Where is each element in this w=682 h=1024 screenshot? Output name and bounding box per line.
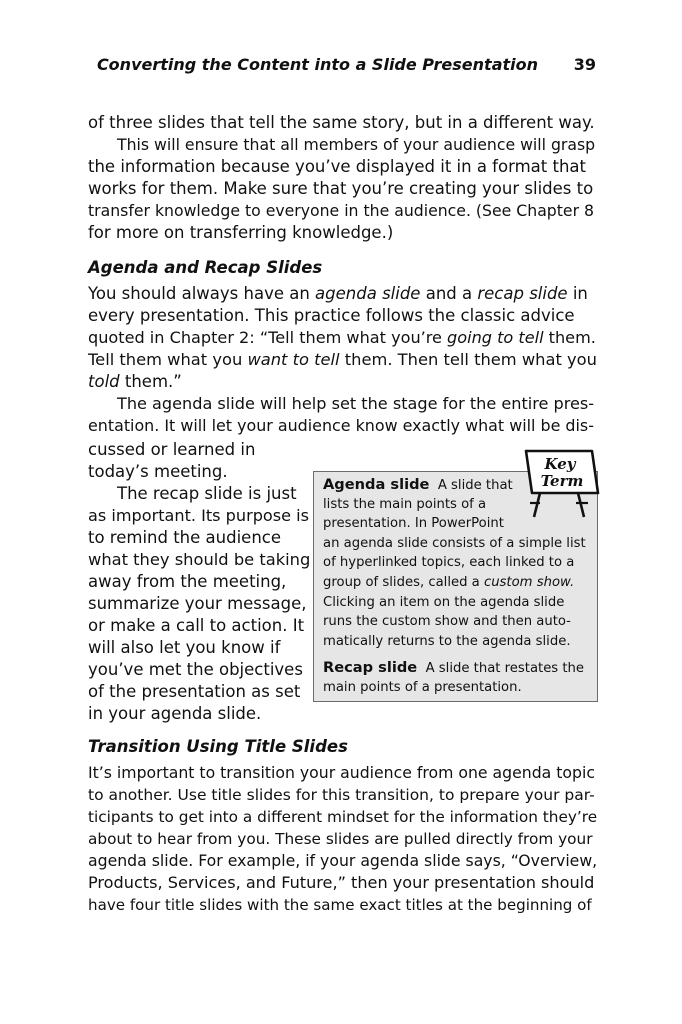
text-line: Products, Services, and Future,” then your presentation should [88, 873, 595, 892]
text-line: away from the meeting, [88, 572, 287, 591]
text-line: quoted in Chapter 2: “Tell them what you’re going to tell them. [88, 328, 596, 347]
text-line: agenda slide. For example, if your agenda slide says, “Overview, [88, 851, 598, 870]
svg-text:Term: Term [540, 472, 584, 490]
intro-paragraph [88, 112, 598, 244]
key-term-easel-icon [512, 447, 600, 525]
key-term-agenda-slide: Agenda slide A slide that lists the main points of a presentation. In PowerPoint an agenda slide consists of a simple list of hyperlinked topics, each linked to a group of slides, called a custom show. Clicking an item on the agenda slide runs the custom show and then auto- matically returns to the agenda slide. [323, 476, 586, 649]
text-line: transfer knowledge to everyone in the audience. (See Chapter 8 [88, 201, 594, 220]
wrapped-column-text [88, 439, 310, 725]
text-line: of three slides that tell the same story, but in a different way. [88, 113, 595, 132]
text-line: summarize your message, [88, 594, 307, 613]
text-line: entation. It will let your audience know exactly what will be dis- [88, 416, 594, 435]
text-line: It’s important to transition your audience from one agenda topic [88, 763, 595, 782]
svg-text:Key: Key [544, 455, 576, 473]
term-agenda-slide: agenda slide [315, 284, 421, 303]
text-line: every presentation. This practice follows the classic advice [88, 306, 575, 325]
section-heading-agenda-recap: Agenda and Recap Slides [88, 258, 323, 277]
section-heading-transition: Transition Using Title Slides [88, 737, 348, 756]
text-line: you’ve met the objectives [88, 660, 303, 679]
transition-paragraph [88, 762, 598, 916]
agenda-recap-paragraph [88, 283, 598, 437]
text-line: The recap slide is just [117, 484, 297, 503]
key-term-title: Recap slide [323, 659, 418, 676]
text-line: today’s meeting. [88, 462, 228, 481]
text-line: in your agenda slide. [88, 704, 262, 723]
running-head-title: Converting the Content into a Slide Presentation [96, 55, 538, 74]
term-recap-slide: recap slide [477, 284, 568, 303]
key-term-title: Agenda slide [323, 476, 430, 493]
text-line: This will ensure that all members of your audience will grasp [117, 135, 596, 154]
text-line: ticipants to get into a different mindset for the information they’re [88, 808, 598, 826]
text-line: have four title slides with the same exact titles at the beginning of [88, 896, 592, 914]
text-line: Tell them what you want to tell them. Then tell them what you [88, 350, 597, 369]
text-line: will also let you know if [88, 638, 281, 657]
text-line: for more on transferring knowledge.) [88, 223, 394, 242]
text-line: as important. Its purpose is [88, 506, 310, 525]
text-line: of the presentation as set [88, 682, 301, 701]
page-number: 39 [573, 55, 596, 74]
text-line: what they should be taking [88, 550, 311, 569]
text-line: You should always have an agenda slide and a recap slide in [88, 284, 588, 303]
text-line: told them.” [88, 372, 182, 391]
text-line: The agenda slide will help set the stage for the entire pres- [117, 394, 595, 413]
key-term-recap-slide: Recap slide A slide that restates the main points of a presentation. [323, 659, 585, 695]
text-line: works for them. Make sure that you’re creating your slides to [88, 179, 594, 198]
text-line: or make a call to action. It [88, 616, 305, 635]
text-line: about to hear from you. These slides are pulled directly from your [88, 830, 593, 848]
text-line: the information because you’ve displayed it in a format that [88, 157, 586, 176]
text-line: to remind the audience [88, 528, 281, 547]
text-line: to another. Use title slides for this transition, to prepare your par- [88, 786, 595, 804]
text-line: cussed or learned in [88, 440, 256, 459]
running-head [88, 54, 596, 78]
